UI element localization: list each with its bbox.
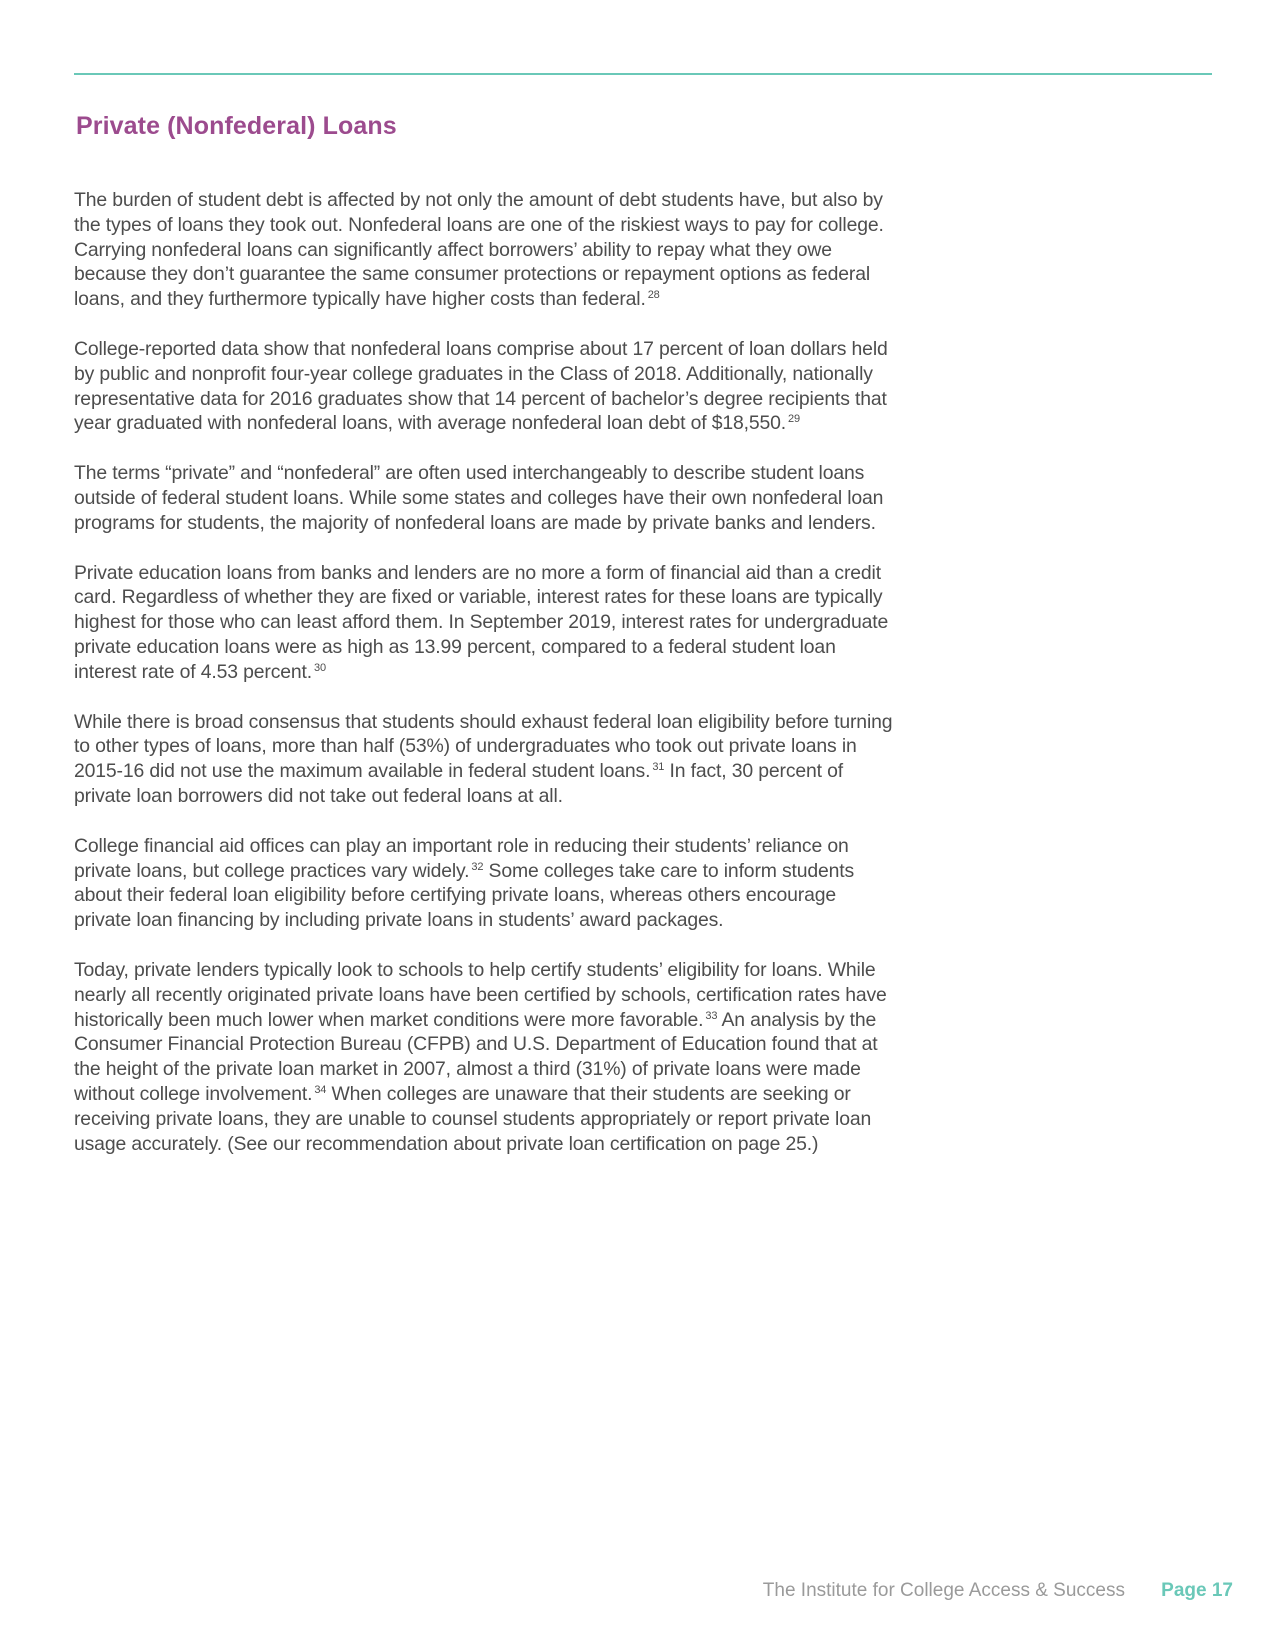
paragraph-7: Today, private lenders typically look to schools to help certify students’ eligibility for loans. While nearly all recently originated private loans have been certified by schools, certification rates have historically been much lower when market conditions were more favorable. $^{33}$ An analysis by the Consumer Financial Protection Bureau (CFPB) and U.S. Department of Education found that at the height of the private loan market in 2007, almost a third (31%) of private loans were made without college involvement. $^{34}$ When colleges are unaware that their students are seeking or receiving private loans, they are unable to counsel students appropriately or report private loan usage accurately. (See our recommendation about private loan certification on page 25.) [74,958,887,1155]
footnote-ref[interactable]: 34 [314,1083,327,1096]
body-text [74,188,894,1181]
paragraph-6: College financial aid offices can play an important role in reducing their students’ reliance on private loans, but college practices vary widely. $^{32}$ Some colleges take care to inform students about their federal loan eligibility before certifying private loans, whereas others encourage private loan financing by including private loans in students’ award packages. [74,834,855,932]
footnote-ref[interactable]: 29 [787,413,800,426]
footnote-ref[interactable]: 30 [314,661,326,674]
header-rule [74,73,1212,75]
paragraph-2: College-reported data show that nonfederal loans comprise about 17 percent of loan dollars held by public and nonprofit four-year college graduates in the Class of 2018. Additionally, nationally representative data for 2016 graduates show that 14 percent of bachelor’s degree recipients that year graduated with nonfederal loans, with average nonfederal loan debt of $18,550. $^{29}$ [74,337,888,435]
footnote-ref[interactable]: 33 [705,1009,718,1022]
paragraph-5: While there is broad consensus that students should exhaust federal loan eligibility before turning to other types of loans, more than half (53%) of undergraduates who took out private loans in 2015-16 did not use the maximum available in federal student loans. $^{31}$ In fact, 30 percent of private loan borrowers did not take out federal loans at all. [74,710,893,807]
footer-organization: The Institute for College Access & Success [762,1580,1125,1601]
section-title: Private (Nonfederal) Loans [76,112,397,140]
page-number: Page 17 [1161,1580,1233,1601]
footnote-ref[interactable]: 32 [471,860,484,873]
paragraph-1: The burden of student debt is affected by not only the amount of debt students have, but also by the types of loans they took out. Nonfederal loans are one of the riskiest ways to pay for college. Carrying nonfederal loans can significantly affect borrowers’ ability to repay what they owe because they don’t guarantee the same consumer protections or repayment options as federal loans, and they furthermore typically have higher costs than federal. $^{28}$ [74,189,884,311]
footnote-ref[interactable]: 31 [652,761,665,774]
footnote-ref[interactable]: 28 [647,289,660,302]
paragraph-4: Private education loans from banks and lenders are no more a form of financial aid than a credit card. Regardless of whether they are fixed or variable, interest rates for these loans are typically highest for those who can least afford them. In September 2019, interest rates for undergraduate private education loans were as high as 13.99 percent, compared to a federal student loan interest rate of 4.53 percent. $^{30}$ [74,561,889,683]
paragraph-3: The terms “private” and “nonfederal” are often used interchangeably to describe student loans outside of federal student loans. While some states and colleges have their own nonfederal loan programs for students, the majority of nonfederal loans are made by private banks and lenders. [74,462,884,534]
